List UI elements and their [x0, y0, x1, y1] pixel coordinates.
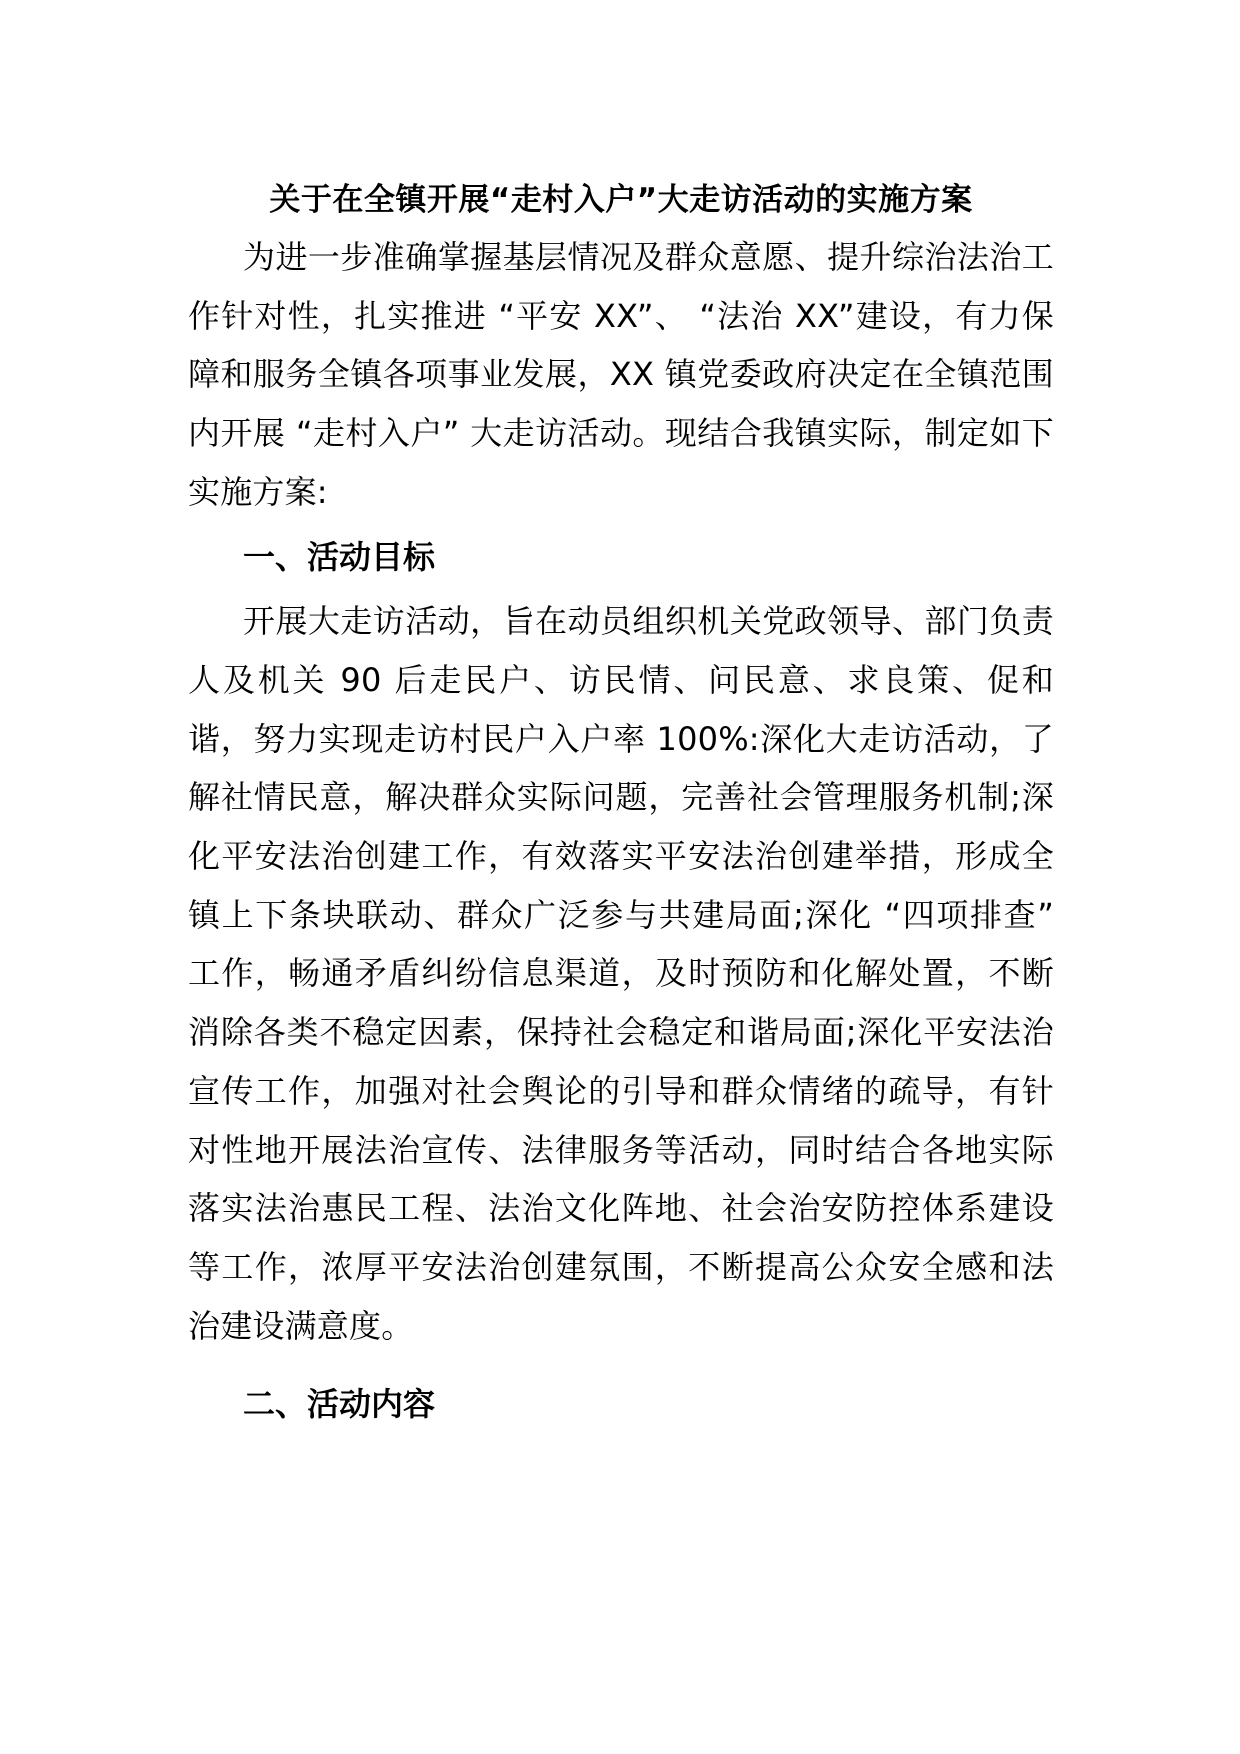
document-body	[188, 172, 1054, 1434]
goals-paragraph: 开展大走访活动，旨在动员组织机关党政领导、部门负责人及机关 90 后走民户、访民情、问民意、求良策、促和谐，努力实现走访村民户入户率 100%:深化大走访活动，了解社情民意，解决群众实际问题，完善社会管理服务机制;深化平安法治创建工作，有效落实平安法治创建举措，形成全镇上下条块联动、群众广泛参与共建局面;深化 “四项排查” 工作，畅通矛盾纠纷信息渠道，及时预防和化解处置，不断消除各类不稳定因素，保持社会稳定和谐局面;深化平安法治宣传工作，加强对社会舆论的引导和群众情绪的疏导，有针对性地开展法治宣传、法律服务等活动，同时结合各地实际落实法治惠民工程、法治文化阵地、社会治安防控体系建设等工作，浓厚平安法治创建氛围，不断提高公众安全感和法治建设满意度。	[188, 602, 1054, 1345]
section-heading-content: 二、活动内容	[243, 1385, 436, 1424]
document-title: 关于在全镇开展“走村入户”大走访活动的实施方案	[269, 182, 973, 218]
section-heading-goals: 一、活动目标	[243, 537, 436, 576]
intro-paragraph: 为进一步准确掌握基层情况及群众意愿、提升综治法治工作针对性，扎实推进 “平安 XX”、 “法治 XX”建设，有力保障和服务全镇各项事业发展，XX 镇党委政府决定在全镇范围内开展 “走村入户” 大走访活动。现结合我镇实际，制定如下实施方案:	[188, 238, 1054, 511]
